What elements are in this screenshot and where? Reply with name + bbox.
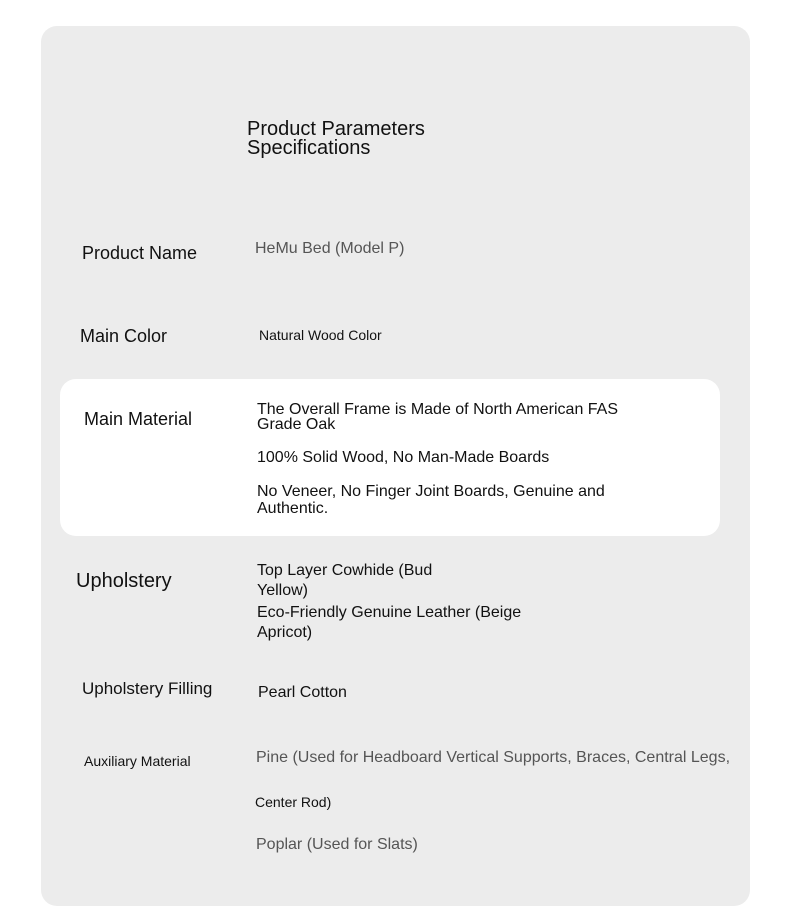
page-title-line-2: Specifications: [247, 137, 371, 159]
main-color-value: Natural Wood Color: [259, 327, 382, 343]
auxiliary-material-label: Auxiliary Material: [84, 753, 191, 769]
main-material-value-3: No Veneer, No Finger Joint Boards, Genuine and Authentic.: [257, 483, 605, 517]
main-color-label: Main Color: [80, 326, 168, 346]
main-material-value-1: The Overall Frame is Made of North American FAS Grade Oak: [257, 401, 619, 433]
upholstery-value-2: Eco-Friendly Genuine Leather (Beige Apricot): [257, 604, 522, 641]
auxiliary-material-value-3: Poplar (Used for Slats): [256, 836, 418, 853]
auxiliary-material-value-1: Pine (Used for Headboard Vertical Supports, Braces, Central Legs,: [256, 749, 731, 766]
upholstery-value-1: Top Layer Cowhide (Bud Yellow): [257, 562, 433, 599]
upholstery-label: Upholstery: [76, 570, 172, 592]
main-material-value-2: 100% Solid Wood, No Man-Made Boards: [257, 449, 550, 466]
page-title-line-1: Product Parameters: [247, 118, 425, 140]
page-title: [247, 120, 425, 158]
product-name-label: Product Name: [82, 243, 198, 263]
upholstery-filling-label: Upholstery Filling: [82, 679, 213, 698]
product-name-value: HeMu Bed (Model P): [255, 240, 405, 257]
upholstery-filling-value: Pearl Cotton: [258, 684, 347, 701]
main-material-label: Main Material: [84, 409, 193, 429]
auxiliary-material-value-2: Center Rod): [255, 794, 332, 810]
